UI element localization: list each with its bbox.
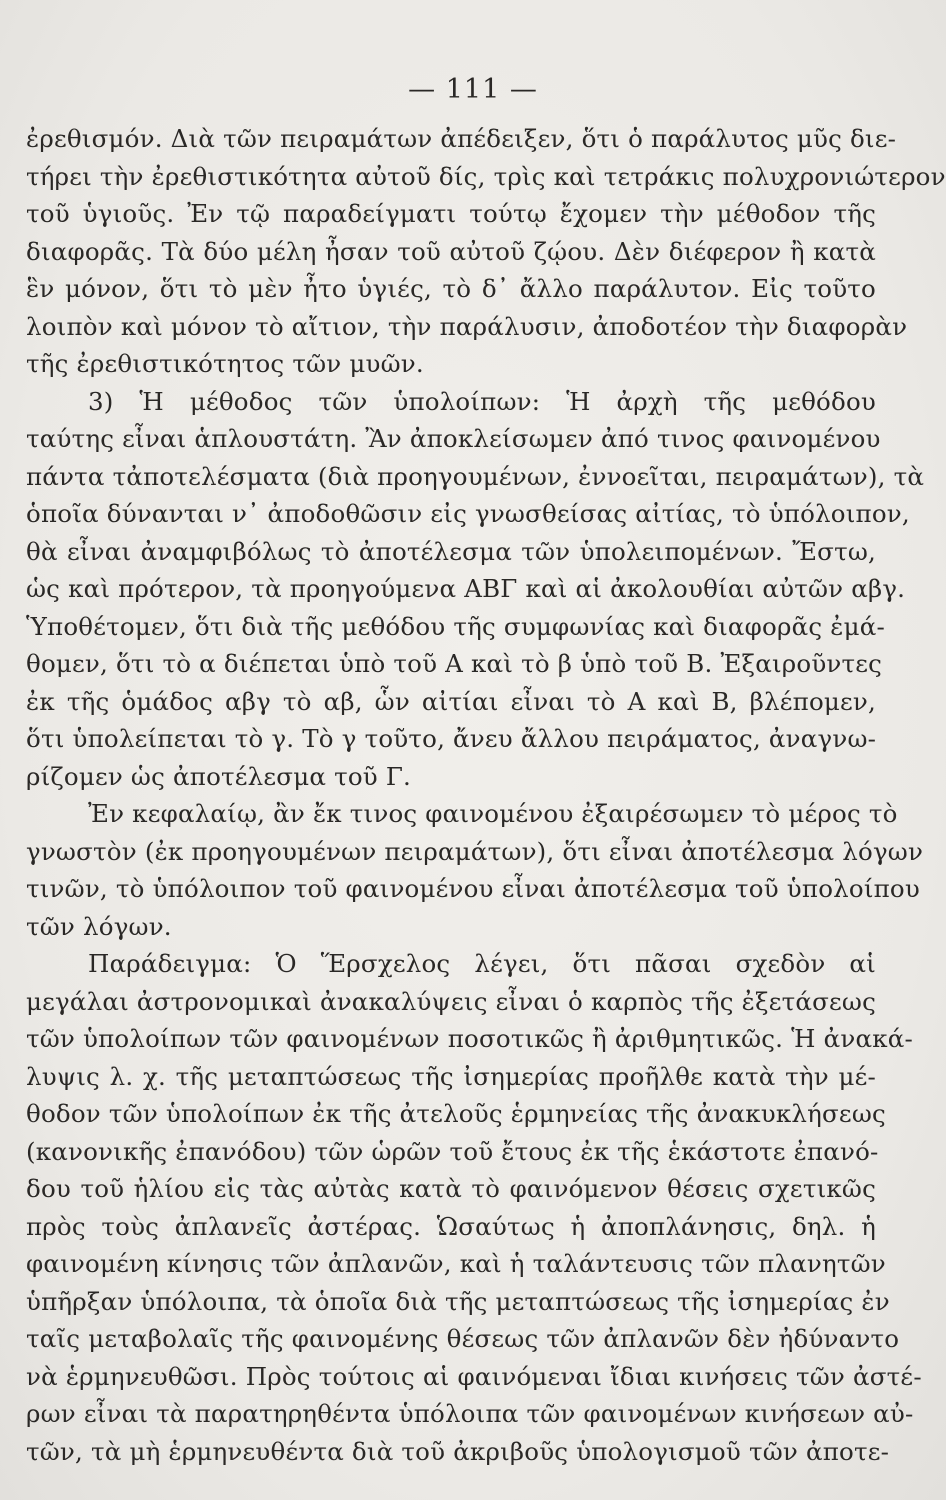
text-line: ἓν μόνον, ὅτι τὸ μὲν ἦτο ὑγιές, τὸ δ᾽ ἄλλο παράλυτον. Εἰς τοῦτο [26, 274, 876, 303]
text-line: ὑπῆρξαν ὑπόλοιπα, τὰ ὁποῖα διὰ τῆς μεταπτώσεως τῆς ἰσημερίας ἐν [26, 1286, 890, 1316]
text-line: τῶν ὑπολοίπων τῶν φαινομένων ποσοτικῶς ἢ ἀριθμητικῶς. Ἡ ἀνακά- [26, 1024, 913, 1053]
page-number: — 111 — [408, 74, 538, 105]
text-line: γνωστὸν (ἐκ προηγουμένων πειραμάτων), ὅτι εἶναι ἀποτέλεσμα λόγων [26, 836, 924, 866]
text-line: πάντα τἀποτελέσματα (διὰ προηγουμένων, ἐννοεῖται, πειραμάτων), τὰ [26, 461, 925, 491]
text-line: νὰ ἑρμηνευθῶσι. Πρὸς τούτοις αἱ φαινόμεναι ἴδιαι κινήσεις τῶν ἀστέ- [26, 1361, 922, 1391]
text-line: θοδον τῶν ὑπολοίπων ἐκ τῆς ἀτελοῦς ἑρμηνείας τῆς ἀνακυκλήσεως [26, 1099, 886, 1128]
text-line: τῶν λόγων. [26, 911, 172, 941]
text-line: φαινομένη κίνησις τῶν ἀπλανῶν, καὶ ἡ ταλάντευσις τῶν πλανητῶν [26, 1249, 886, 1278]
text-line: δου τοῦ ἡλίου εἰς τὰς αὐτὰς κατὰ τὸ φαινόμενον θέσεις σχετικῶς [26, 1174, 876, 1203]
text-line: ρίζομεν ὡς ἀποτέλεσμα τοῦ Γ. [26, 761, 412, 791]
text-line: τῆς ἐρεθιστικότητος τῶν μυῶν. [26, 349, 424, 378]
text-line: τήρει τὴν ἐρεθιστικότητα αὐτοῦ δίς, τρὶς καὶ τετράκις πολυχρονιώτερον [26, 161, 946, 191]
text-line: ὁποῖα δύνανται ν᾽ ἀποδοθῶσιν εἰς γνωσθείσας αἰτίας, τὸ ὑπόλοιπον, [26, 499, 910, 528]
text-line: Παράδειγμα: Ὁ Ἕρσχελος λέγει, ὅτι πᾶσαι σχεδὸν αἱ [88, 949, 876, 978]
text-line: ταῖς μεταβολαῖς τῆς φαινομένης θέσεως τῶν ἀπλανῶν δὲν ἠδύναντο [26, 1324, 900, 1353]
text-line: 3) Ἡ μέθοδος τῶν ὑπολοίπων: Ἡ ἀρχὴ τῆς μεθόδου [88, 386, 876, 416]
text-line: ὅτι ὑπολείπεται τὸ γ. Τὸ γ τοῦτο, ἄνευ ἄλλου πειράματος, ἀναγνω- [26, 724, 877, 753]
text-line: μεγάλαι ἀστρονομικαὶ ἀνακαλύψεις εἶναι ὁ καρπὸς τῆς ἐξετάσεως [26, 986, 876, 1016]
text-line: Ἐν κεφαλαίῳ, ἂν ἔκ τινος φαινομένου ἐξαιρέσωμεν τὸ μέρος τὸ [88, 799, 898, 828]
text-line: ἐρεθισμόν. Διὰ τῶν πειραμάτων ἀπέδειξεν, ὅτι ὁ παράλυτος μῦς διε- [26, 124, 897, 153]
text-line: διαφορᾶς. Τὰ δύο μέλη ἦσαν τοῦ αὐτοῦ ζῴου. Δὲν διέφερον ἢ κατὰ [26, 236, 876, 266]
text-line: Ὑποθέτομεν, ὅτι διὰ τῆς μεθόδου τῆς συμφωνίας καὶ διαφορᾶς ἐμά- [26, 611, 885, 641]
text-line: τινῶν, τὸ ὑπόλοιπον τοῦ φαινομένου εἶναι ἀποτέλεσμα τοῦ ὑπολοίπου [26, 874, 920, 903]
text-line: ὡς καὶ πρότερον, τὰ προηγούμενα ΑΒΓ καὶ αἱ ἀκολουθίαι αὐτῶν αβγ. [26, 574, 906, 603]
text-line: θὰ εἶναι ἀναμφιβόλως τὸ ἀποτέλεσμα τῶν ὑπολειπομένων. Ἔστω, [26, 536, 876, 566]
text-line: τοῦ ὑγιοῦς. Ἐν τῷ παραδείγματι τούτῳ ἔχομεν τὴν μέθοδον τῆς [26, 199, 876, 228]
text-line: τῶν, τὰ μὴ ἑρμηνευθέντα διὰ τοῦ ἀκριβοῦς ὑπολογισμοῦ τῶν ἀποτε- [26, 1436, 890, 1466]
text-line: λυψις λ. χ. τῆς μεταπτώσεως τῆς ἰσημερίας προῆλθε κατὰ τὴν μέ- [26, 1061, 876, 1091]
text-line: (κανονικῆς ἐπανόδου) τῶν ὡρῶν τοῦ ἔτους ἐκ τῆς ἑκάστοτε ἐπανό- [26, 1136, 879, 1166]
text-line: πρὸς τοὺς ἀπλανεῖς ἀστέρας. Ὡσαύτως ἡ ἀποπλάνησις, δηλ. ἡ [26, 1211, 876, 1241]
text-line: θομεν, ὅτι τὸ α διέπεται ὑπὸ τοῦ Α καὶ τὸ β ὑπὸ τοῦ Β. Ἐξαιροῦντες [26, 649, 883, 678]
body-text [26, 120, 946, 1470]
text-line: ρων εἶναι τὰ παρατηρηθέντα ὑπόλοιπα τῶν φαινομένων κινήσεων αὐ- [26, 1399, 914, 1428]
text-line: λοιπὸν καὶ μόνον τὸ αἴτιον, τὴν παράλυσιν, ἀποδοτέον τὴν διαφορὰν [26, 311, 908, 341]
text-line: ἐκ τῆς ὁμάδος αβγ τὸ αβ, ὧν αἰτίαι εἶναι τὸ Α καὶ Β, βλέπομεν, [26, 686, 876, 716]
text-line: ταύτης εἶναι ἁπλουστάτη. Ἂν ἀποκλείσωμεν ἀπό τινος φαινομένου [26, 424, 881, 453]
